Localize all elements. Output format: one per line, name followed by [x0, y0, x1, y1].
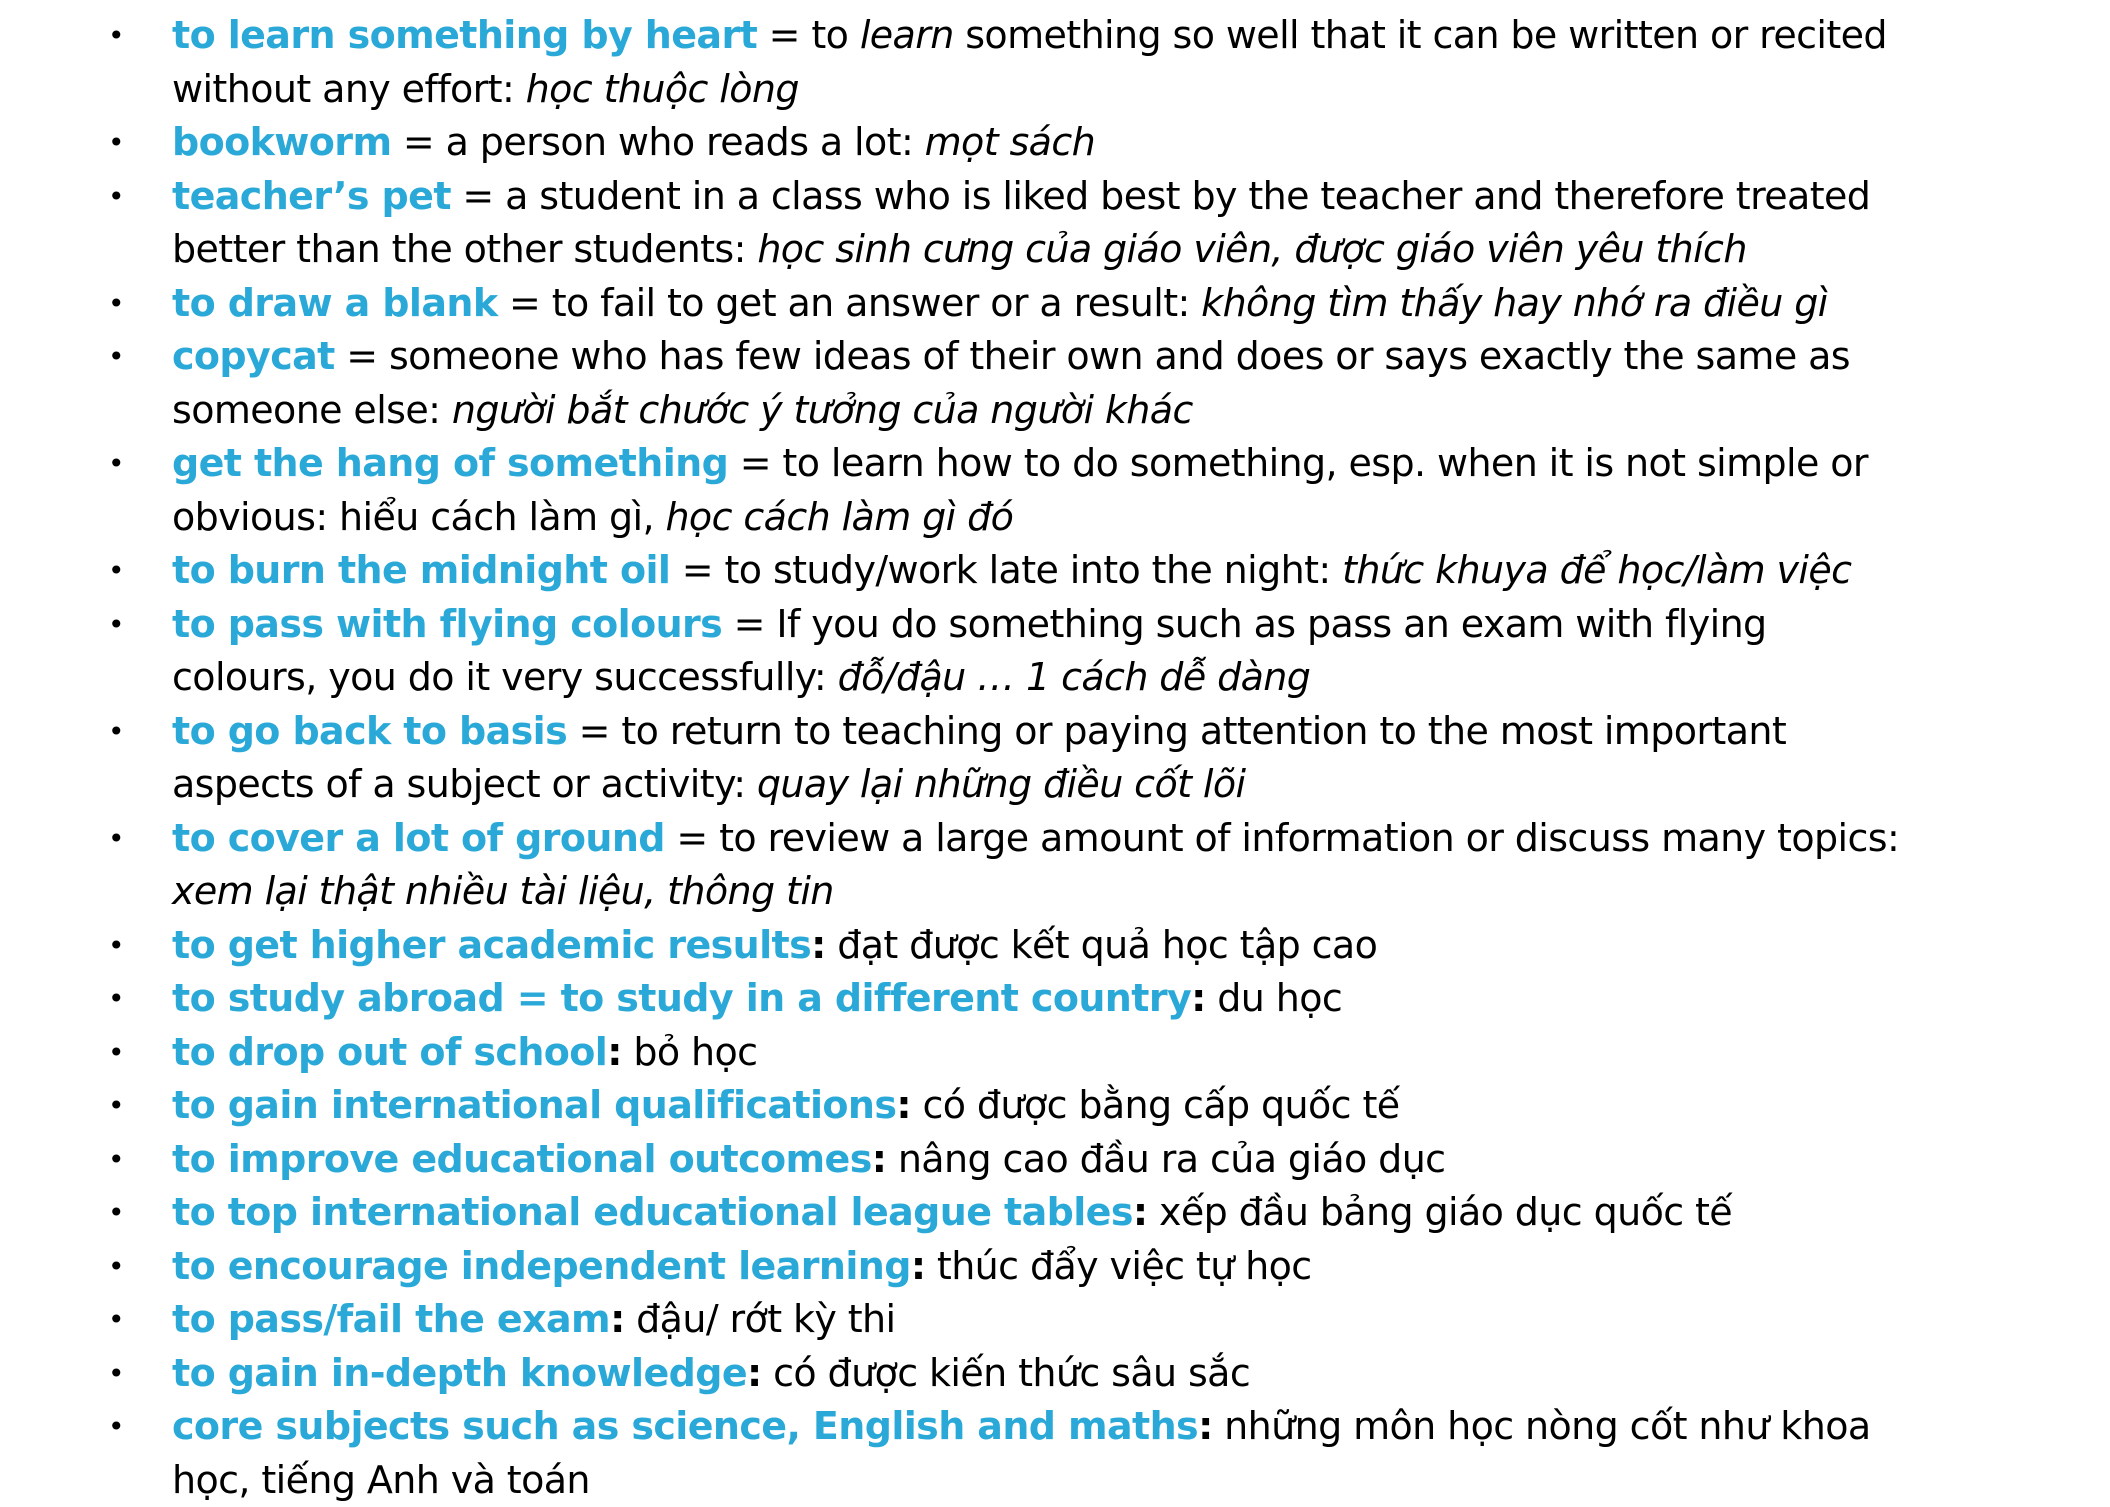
list-item — [0, 598, 2000, 705]
bullet-icon: • — [108, 126, 124, 159]
term-colon: : — [607, 1029, 622, 1074]
list-item — [0, 1347, 2000, 1401]
translation: bỏ học — [621, 1029, 758, 1074]
definition-text: = If you do something such as pass an exam with flying colours, you do it very successfully: — [172, 601, 1767, 699]
vocab-term: teacher’s pet — [172, 173, 451, 218]
list-item — [0, 705, 2000, 812]
list-item — [0, 277, 2000, 331]
translation: đạt được kết quả học tập cao — [825, 922, 1378, 967]
definition-text: = someone who has few ideas of their own and does or says exactly the same as someone else: — [172, 334, 1850, 432]
vocab-term: to get higher academic results — [172, 922, 812, 967]
bullet-icon: • — [108, 1356, 124, 1390]
list-item — [0, 437, 2000, 544]
term-colon: : — [896, 1083, 912, 1127]
term-colon: : — [1132, 1190, 1148, 1234]
vocab-term: bookworm — [172, 120, 392, 164]
definition-text: = to — [757, 13, 860, 57]
term-colon: : — [747, 1350, 762, 1395]
bullet-icon: • — [108, 340, 124, 373]
vocab-term: to learn something by heart — [172, 13, 758, 57]
vocab-term: to gain in-depth knowledge — [172, 1350, 748, 1395]
term-colon: : — [610, 1297, 625, 1341]
translation: đỗ/đậu … 1 cách dễ dàng — [837, 655, 1311, 699]
bullet-icon: • — [108, 821, 124, 855]
definition-text: = to review a large amount of information or discuss many topics: — [664, 815, 1900, 860]
translation: học sinh cưng của giáo viên, được giáo viên yêu thích — [757, 227, 1747, 271]
list-item — [0, 972, 2000, 1026]
list-item — [0, 1240, 2000, 1294]
bullet-icon: • — [108, 1196, 124, 1229]
list-item — [0, 170, 2000, 277]
translation: mọt sách — [924, 120, 1096, 164]
vocab-term: to draw a blank — [172, 280, 498, 325]
definition-text: = to fail to get an answer or a result: — [497, 280, 1202, 325]
translation: những môn học nòng cốt như khoa học, tiếng Anh và toán — [172, 1404, 1871, 1502]
definition-text: = a student in a class who is liked best by the teacher and therefore treated better than the other students: — [172, 173, 1871, 271]
translation: thức khuya để học/làm việc — [1342, 548, 1852, 592]
list-item — [0, 1293, 2000, 1347]
vocab-term: to pass/fail the exam — [172, 1297, 611, 1341]
definition-italic: learn — [859, 13, 954, 57]
translation: không tìm thấy hay nhớ ra điều gì — [1201, 280, 1828, 325]
bullet-icon: • — [108, 1035, 124, 1069]
vocab-term: core subjects such as science, English and maths — [172, 1404, 1199, 1448]
list-item — [0, 919, 2000, 973]
term-colon: : — [871, 1136, 887, 1181]
list-item — [0, 1133, 2000, 1187]
list-item — [0, 116, 2000, 170]
list-item — [0, 544, 2000, 598]
vocab-term: to improve educational outcomes — [172, 1136, 872, 1181]
bullet-icon: • — [108, 179, 124, 213]
vocab-term: to gain international qualifications — [172, 1083, 897, 1127]
bullet-icon: • — [108, 714, 124, 748]
term-colon: : — [1191, 976, 1206, 1020]
definition-text: = to study/work late into the night: — [670, 548, 1343, 592]
list-item — [0, 330, 2000, 437]
definition-text: = to learn how to do something, esp. when it is not simple or obvious: hiểu cách làm gì, — [172, 441, 1868, 539]
translation: học thuộc lòng — [525, 66, 799, 111]
vocab-term: to top international educational league tables — [172, 1190, 1133, 1234]
bullet-icon: • — [108, 447, 124, 480]
list-item — [0, 1400, 2000, 1507]
translation: xếp đầu bảng giáo dục quốc tế — [1147, 1190, 1733, 1234]
list-item — [0, 1026, 2000, 1080]
term-colon: : — [910, 1243, 926, 1288]
bullet-icon: • — [108, 982, 124, 1015]
vocab-term: to drop out of school — [172, 1029, 608, 1074]
list-item — [0, 1079, 2000, 1133]
definition-text: = a person who reads a lot: — [391, 120, 925, 164]
bullet-icon: • — [108, 1142, 124, 1176]
bullet-icon: • — [108, 286, 124, 320]
translation: học cách làm gì đó — [665, 494, 1014, 539]
vocab-term: to burn the midnight oil — [172, 548, 671, 592]
term-colon: : — [1198, 1404, 1213, 1448]
translation: có được kiến thức sâu sắc — [761, 1350, 1251, 1395]
vocab-term: to cover a lot of ground — [172, 815, 665, 860]
vocab-term: copycat — [172, 334, 335, 378]
translation: nâng cao đầu ra của giáo dục — [886, 1136, 1446, 1181]
bullet-icon: • — [108, 19, 124, 52]
translation: quay lại những điều cốt lõi — [756, 762, 1246, 806]
vocab-term: get the hang of something — [172, 441, 729, 485]
definition-text: something so well that it can be written or recited without any effort: — [172, 13, 1887, 111]
translation: đậu/ rớt kỳ thi — [624, 1297, 896, 1341]
bullet-icon: • — [108, 1303, 124, 1336]
translation: thúc đẩy việc tự học — [925, 1243, 1312, 1288]
bullet-icon: • — [108, 928, 124, 962]
list-item — [0, 812, 2000, 919]
translation: người bắt chước ý tưởng của người khác — [451, 387, 1193, 432]
term-colon: : — [811, 922, 826, 967]
bullet-icon: • — [108, 1410, 124, 1443]
vocab-term: to study abroad = to study in a different country — [172, 976, 1192, 1020]
bullet-icon: • — [108, 1089, 124, 1122]
translation: xem lại thật nhiều tài liệu, thông tin — [172, 869, 834, 913]
translation: du học — [1205, 976, 1343, 1020]
definition-text: = to return to teaching or paying attention to the most important aspects of a subject or activity: — [172, 708, 1787, 806]
list-item — [0, 1186, 2000, 1240]
bullet-icon: • — [108, 607, 124, 641]
list-item — [0, 9, 2000, 116]
translation: có được bằng cấp quốc tế — [911, 1083, 1400, 1127]
bullet-icon: • — [108, 1249, 124, 1283]
bullet-icon: • — [108, 554, 124, 587]
vocab-term: to encourage independent learning — [172, 1243, 911, 1288]
vocabulary-list — [0, 9, 2000, 1507]
vocab-term: to pass with flying colours — [172, 601, 723, 646]
vocab-term: to go back to basis — [172, 708, 568, 753]
